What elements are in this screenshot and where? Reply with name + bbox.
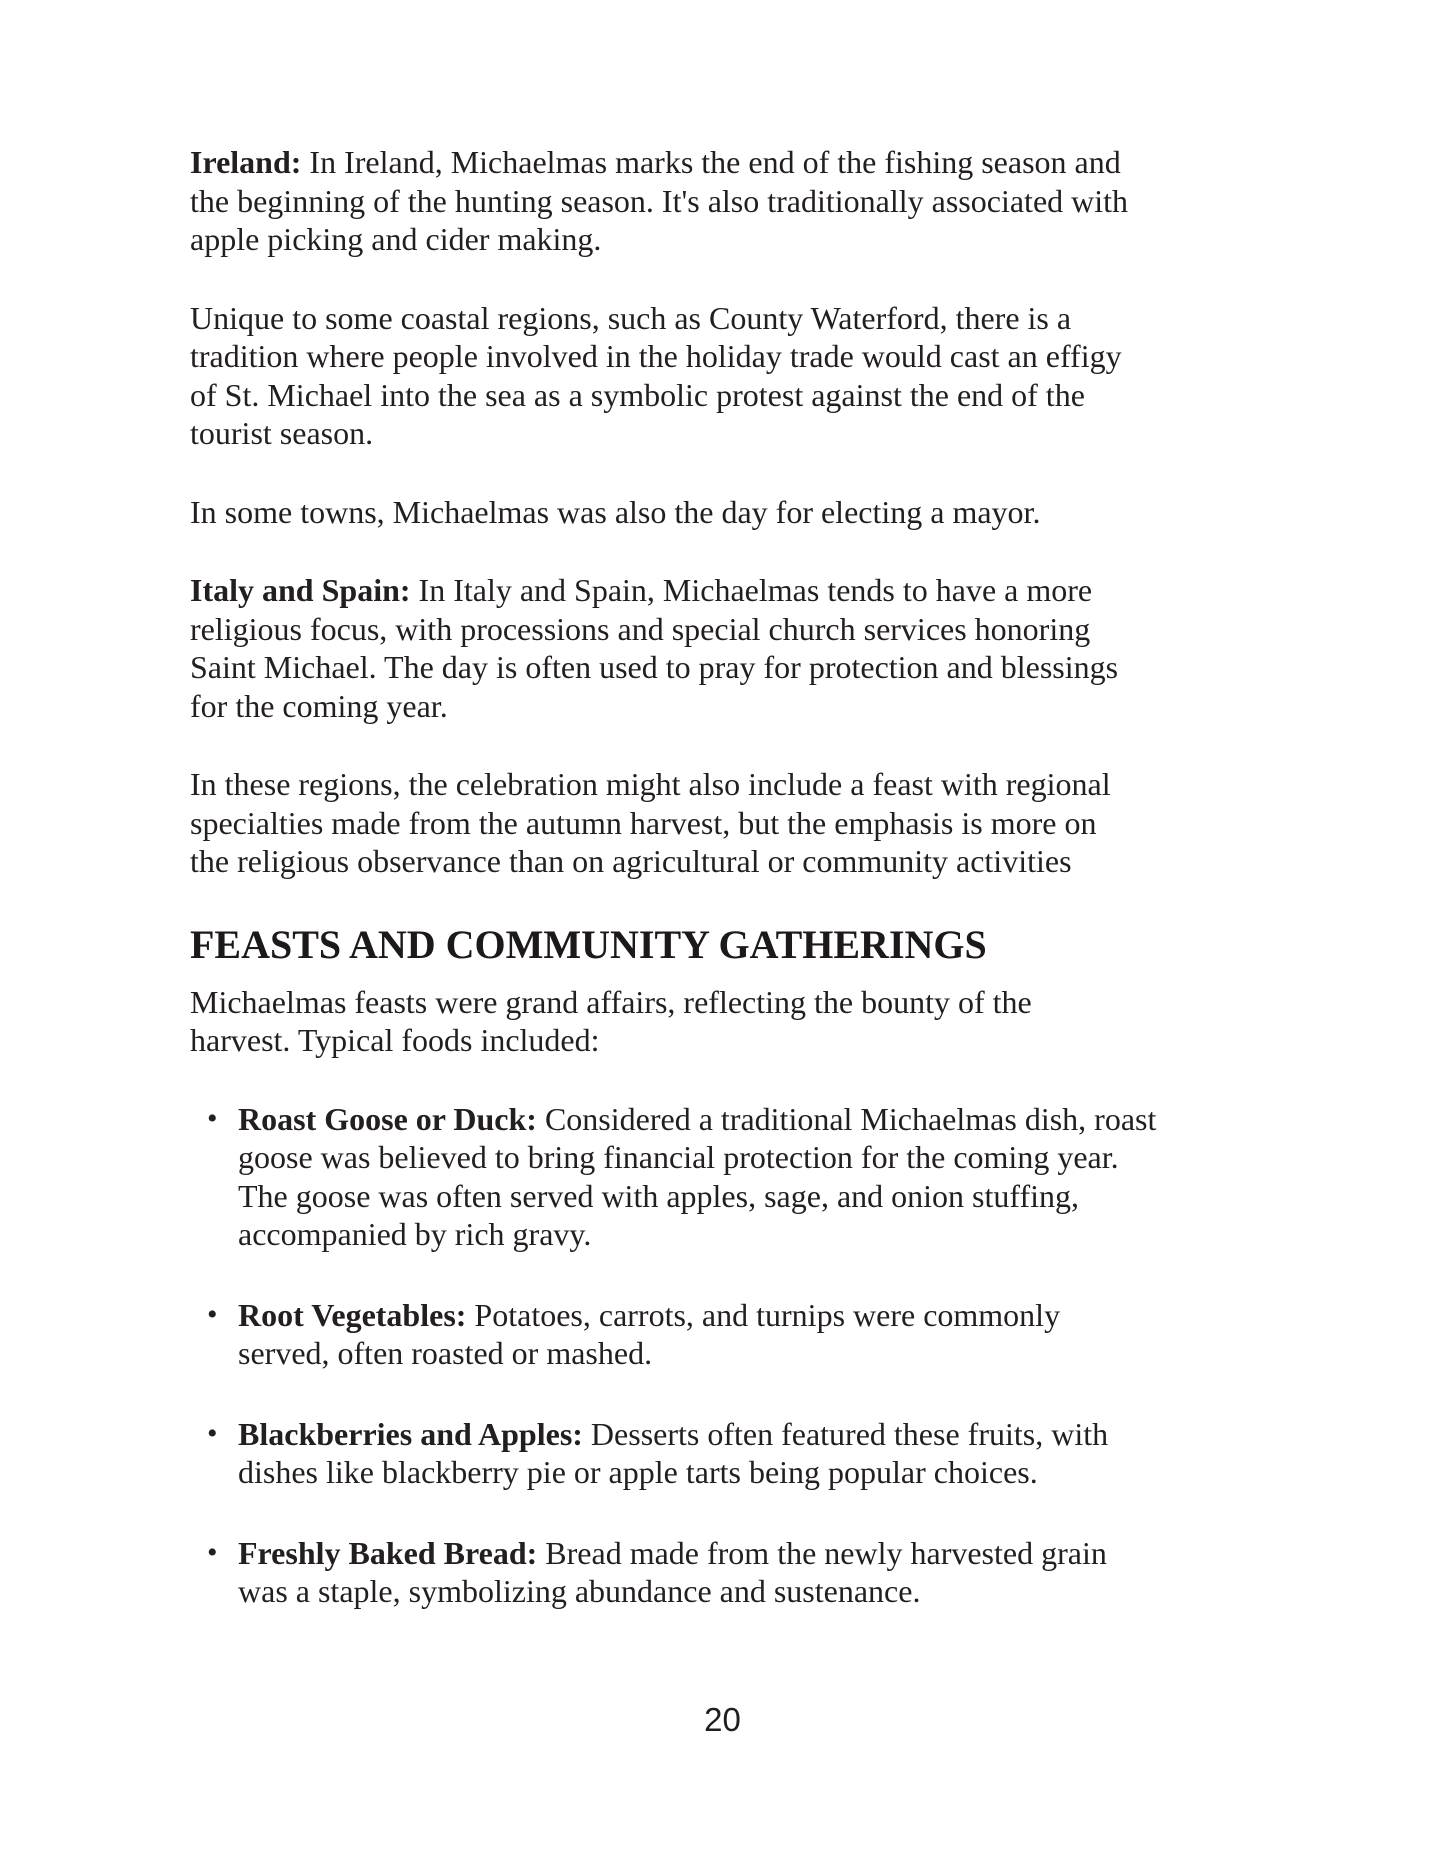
text-line: was a staple, symbolizing abundance and sustenance.: [238, 1573, 921, 1609]
bullet-list: [190, 1100, 1252, 1611]
bullet-icon: •: [207, 1101, 218, 1135]
bold-lead: Ireland:: [190, 144, 302, 180]
page-number: 20: [704, 1701, 741, 1738]
list-item: [207, 1415, 1252, 1492]
text-line: served, often roasted or mashed.: [238, 1335, 653, 1371]
text-line: harvest. Typical foods included:: [190, 1022, 600, 1058]
document-body: [190, 143, 1252, 1653]
paragraph: [190, 493, 1252, 532]
text-line: Saint Michael. The day is often used to pray for protection and blessings: [190, 649, 1119, 685]
bold-lead: Root Vegetables:: [238, 1296, 467, 1333]
text-line: tradition where people involved in the holiday trade would cast an effigy: [190, 338, 1122, 374]
text-line: the religious observance than on agricultural or community activities: [190, 843, 1072, 879]
list-item: [207, 1100, 1252, 1254]
paragraph: [190, 299, 1252, 453]
text-line: Unique to some coastal regions, such as County Waterford, there is a: [190, 299, 1072, 336]
text-line: tourist season.: [190, 415, 374, 451]
text-line: [238, 1100, 1252, 1139]
text-line: specialties made from the autumn harvest, but the emphasis is more on: [190, 804, 1097, 841]
bullet-icon: •: [207, 1297, 218, 1331]
bullet-icon: •: [207, 1535, 218, 1569]
text-line: [238, 1415, 1252, 1454]
text-line: apple picking and cider making.: [190, 221, 602, 257]
text-line-tail: Desserts often featured these fruits, with: [590, 1415, 1109, 1452]
text-line: [238, 1534, 1252, 1573]
text-line: of St. Michael into the sea as a symbolic protest against the end of the: [190, 376, 1085, 413]
list-item: [207, 1534, 1252, 1611]
text-line-tail: Potatoes, carrots, and turnips were commonly: [474, 1296, 1061, 1333]
paragraph: [190, 983, 1252, 1060]
text-line-tail: Bread made from the newly harvested grain: [545, 1534, 1107, 1571]
text-line-tail: In Italy and Spain, Michaelmas tends to have a more: [418, 572, 1093, 608]
text-line: [190, 571, 1252, 610]
text-line-tail: Considered a traditional Michaelmas dish, roast: [544, 1100, 1157, 1137]
bold-lead: Italy and Spain:: [190, 572, 411, 608]
text-line: accompanied by rich gravy.: [238, 1216, 592, 1252]
text-line: the beginning of the hunting season. It's also traditionally associated with: [190, 182, 1129, 219]
text-line: In some towns, Michaelmas was also the day for electing a mayor.: [190, 493, 1041, 530]
paragraph: [190, 765, 1252, 881]
bold-lead: Blackberries and Apples:: [238, 1415, 583, 1452]
text-line: goose was believed to bring financial protection for the coming year.: [238, 1139, 1119, 1175]
text-line: religious focus, with processions and special church services honoring: [190, 610, 1091, 647]
bold-lead: Roast Goose or Duck:: [238, 1100, 537, 1137]
text-line-tail: In Ireland, Michaelmas marks the end of the fishing season and: [309, 144, 1121, 180]
text-line: [238, 1296, 1252, 1335]
text-line: for the coming year.: [190, 687, 448, 724]
bold-lead: Freshly Baked Bread:: [238, 1534, 538, 1571]
list-item: [207, 1296, 1252, 1373]
text-line: In these regions, the celebration might also include a feast with regional: [190, 766, 1111, 802]
paragraph: [190, 571, 1252, 725]
text-line: dishes like blackberry pie or apple tarts being popular choices.: [238, 1454, 1038, 1490]
text-line: [190, 143, 1252, 182]
text-line: Michaelmas feasts were grand affairs, reflecting the bounty of the: [190, 983, 1032, 1020]
paragraph: [190, 143, 1252, 259]
text-line: The goose was often served with apples, sage, and onion stuffing,: [238, 1177, 1079, 1214]
section-heading: FEASTS AND COMMUNITY GATHERINGS: [190, 921, 987, 967]
bullet-icon: •: [207, 1416, 218, 1450]
